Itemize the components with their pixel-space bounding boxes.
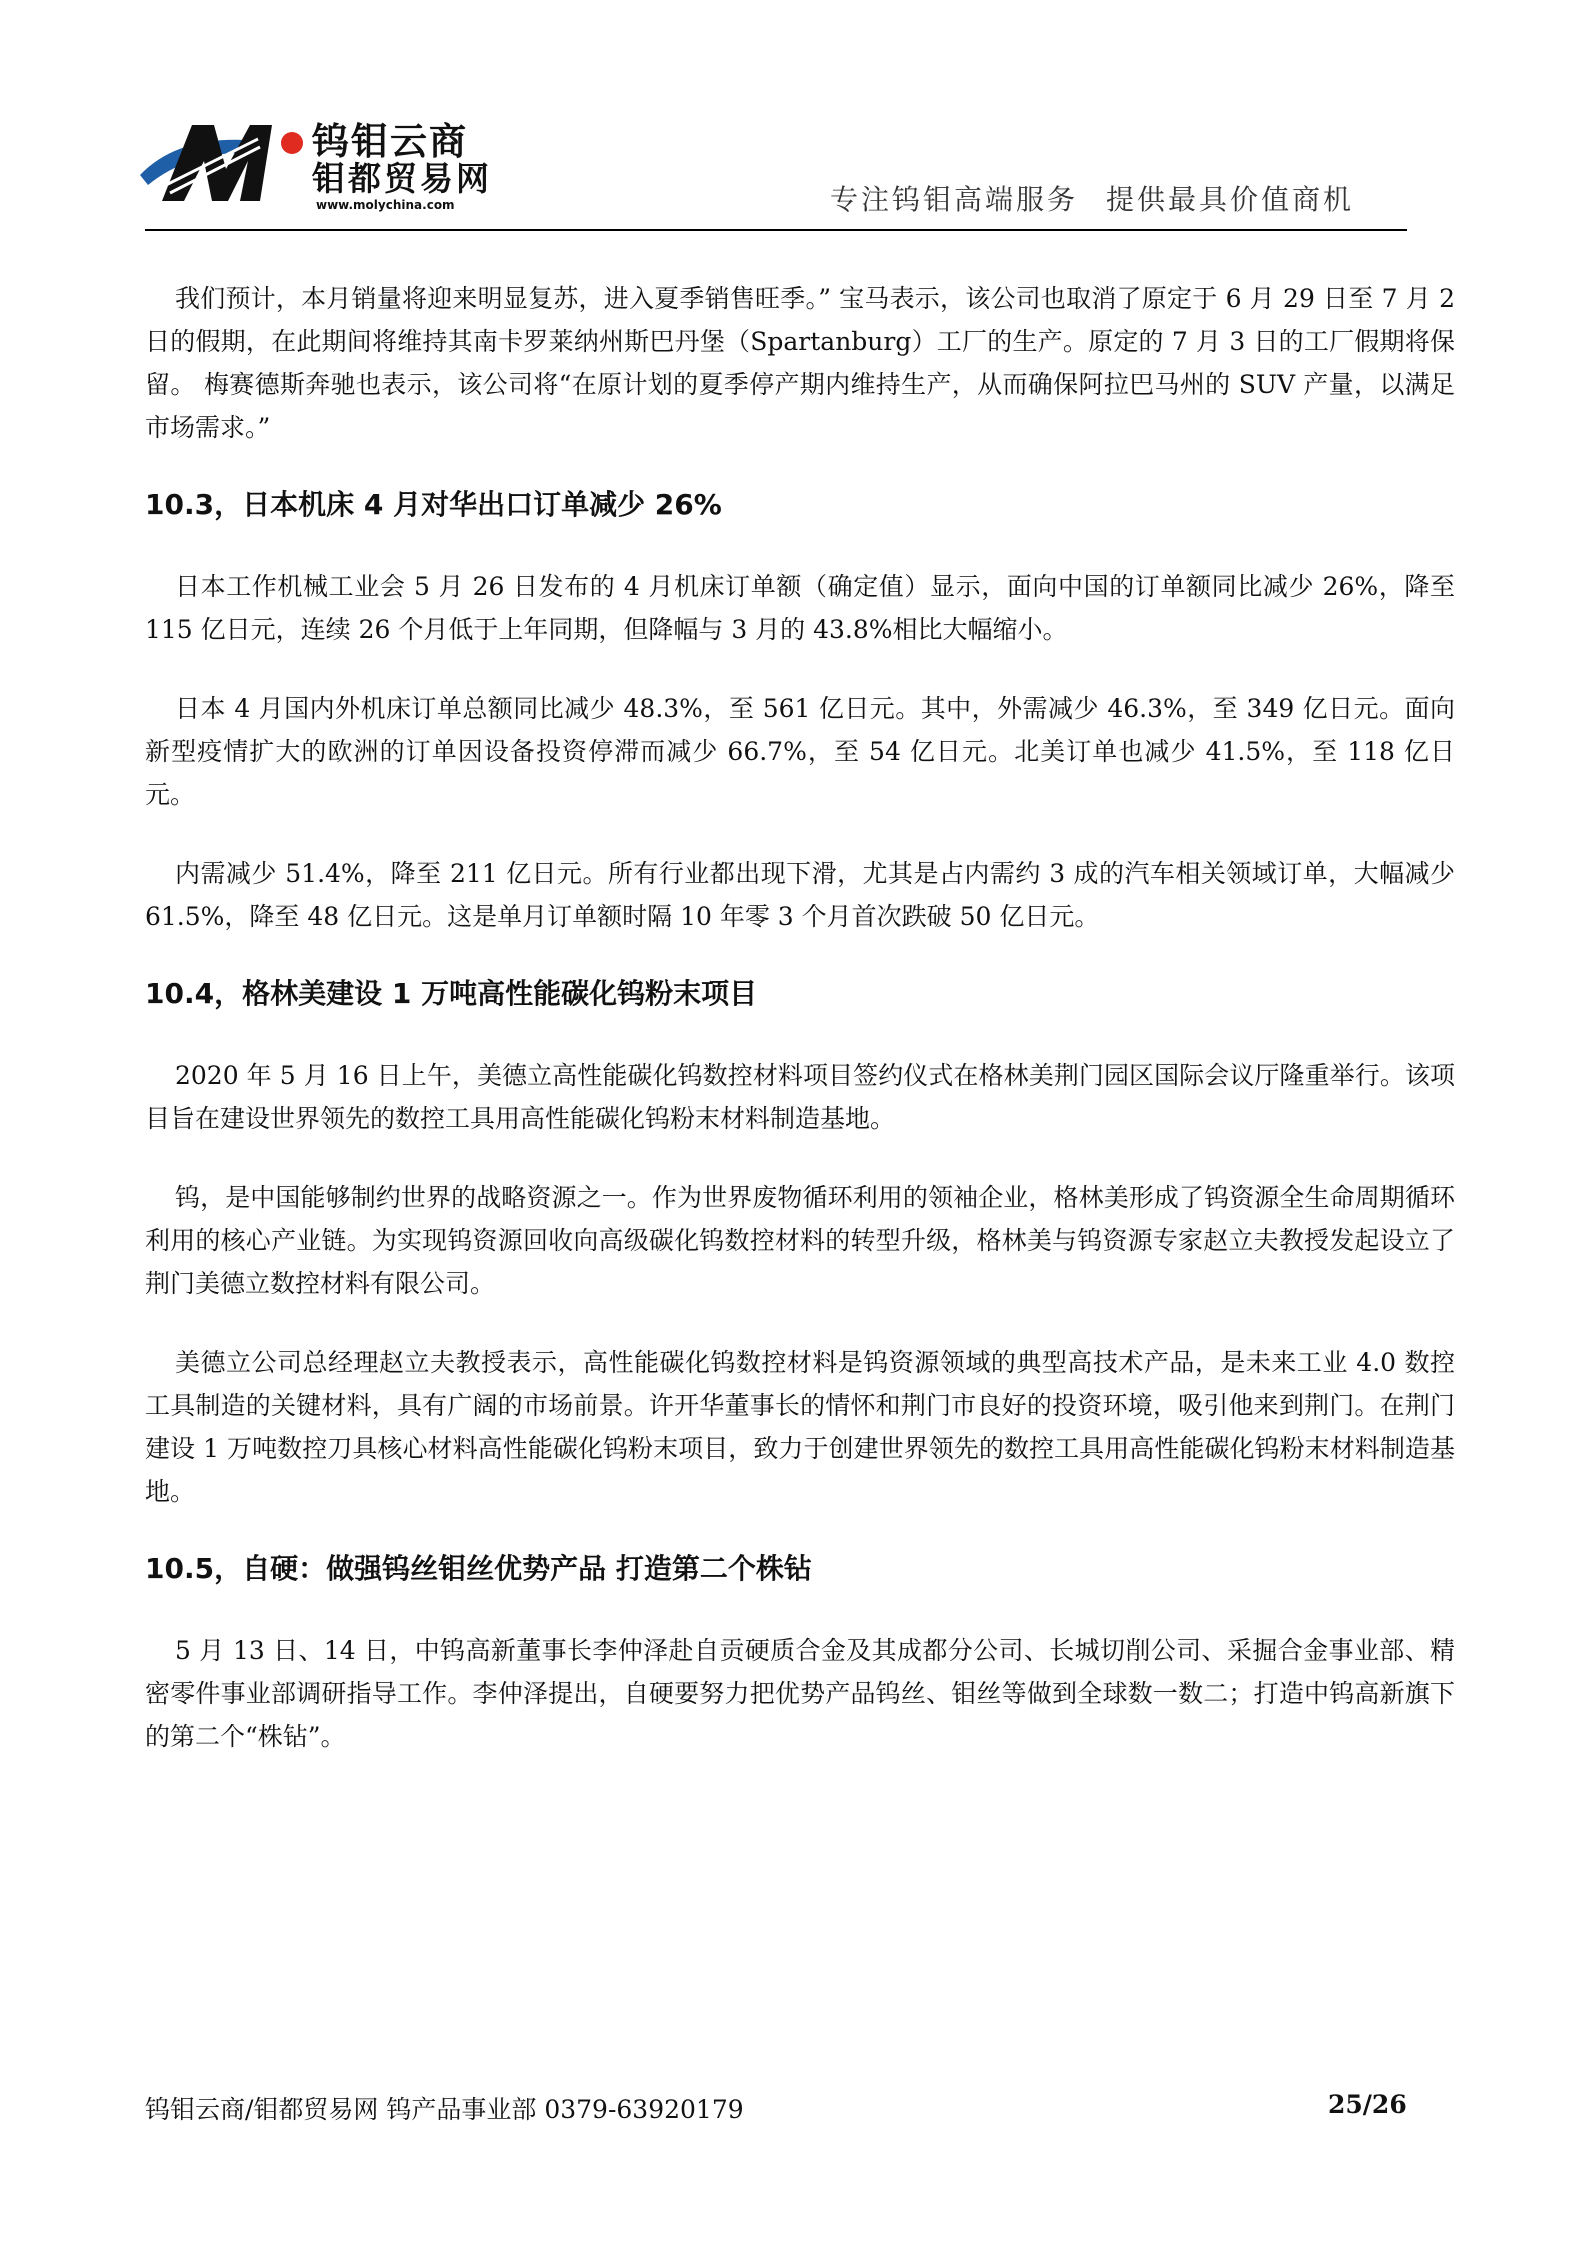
section-heading-10-3: 10.3，日本机床 4 月对华出口订单减少 26% bbox=[145, 488, 722, 521]
header-slogan bbox=[830, 178, 1354, 218]
company-logo bbox=[140, 105, 500, 215]
paragraph: 日本工作机械工业会 5 月 26 日发布的 4 月机床订单额（确定值）显示，面向中国的订单额同比减少 26%，降至 115 亿日元，连续 26 个月低于上年同期，但降幅与 3 月的 43.8%相比大幅缩小。 bbox=[145, 572, 1455, 644]
paragraph: 5 月 13 日、14 日，中钨高新董事长李仲泽赴自贡硬质合金及其成都分公司、长城切削公司、采掘合金事业部、精密零件事业部调研指导工作。李仲泽提出，自硬要努力把优势产品钨丝、钼丝等做到全球数一数二；打造中钨高新旗下的第二个“株钻”。 bbox=[145, 1636, 1455, 1751]
section-heading-10-5: 10.5，自硬：做强钨丝钼丝优势产品 打造第二个株钻 bbox=[145, 1552, 812, 1585]
logo-subname: 钼都贸易网 bbox=[312, 159, 492, 198]
section-heading-10-4: 10.4，格林美建设 1 万吨高性能碳化钨粉末项目 bbox=[145, 977, 758, 1010]
paragraph-intro: 我们预计，本月销量将迎来明显复苏，进入夏季销售旺季。” 宝马表示，该公司也取消了原定于 6 月 29 日至 7 月 2 日的假期，在此期间将维持其南卡罗莱纳州斯巴丹堡（Spartanburg）工厂的生产。原定的 7 月 3 日的工厂假期将保留。 梅赛德斯奔驰也表示，该公司将“在原计划的夏季停产期内维持生产，从而确保阿拉巴马州的 SUV 产量，以满足市场需求。” bbox=[145, 284, 1455, 442]
paragraph: 日本 4 月国内外机床订单总额同比减少 48.3%，至 561 亿日元。其中，外需减少 46.3%，至 349 亿日元。面向新型疫情扩大的欧洲的订单因设备投资停滞而减少 66.7%，至 54 亿日元。北美订单也减少 41.5%，至 118 亿日元。 bbox=[145, 694, 1455, 809]
article-body bbox=[145, 277, 1455, 1794]
page-number: 25/26 bbox=[1328, 2090, 1407, 2119]
logo-m-icon bbox=[140, 113, 315, 208]
paragraph: 内需减少 51.4%，降至 211 亿日元。所有行业都出现下滑，尤其是占内需约 3 成的汽车相关领域订单，大幅减少 61.5%，降至 48 亿日元。这是单月订单额时隔 10 年零 3 个月首次跌破 50 亿日元。 bbox=[145, 859, 1455, 931]
paragraph: 美德立公司总经理赵立夫教授表示，高性能碳化钨数控材料是钨资源领域的典型高技术产品，是未来工业 4.0 数控工具制造的关键材料，具有广阔的市场前景。许开华董事长的情怀和荆门市良好的投资环境，吸引他来到荆门。在荆门建设 1 万吨数控刀具核心材料高性能碳化钨粉末项目，致力于创建世界领先的数控工具用高性能碳化钨粉末材料制造基地。 bbox=[145, 1348, 1455, 1506]
paragraph: 2020 年 5 月 16 日上午，美德立高性能碳化钨数控材料项目签约仪式在格林美荆门园区国际会议厅隆重举行。该项目旨在建设世界领先的数控工具用高性能碳化钨粉末材料制造基地。 bbox=[145, 1061, 1455, 1133]
paragraph: 钨，是中国能够制约世界的战略资源之一。作为世界废物循环利用的领袖企业，格林美形成了钨资源全生命周期循环利用的核心产业链。为实现钨资源回收向高级碳化钨数控材料的转型升级，格林美与钨资源专家赵立夫教授发起设立了荆门美德立数控材料有限公司。 bbox=[145, 1183, 1455, 1298]
logo-name: 钨钼云商 bbox=[312, 120, 468, 163]
header-divider bbox=[145, 229, 1407, 231]
footer-contact: 钨钼云商/钼都贸易网 钨产品事业部 0379-63920179 bbox=[145, 2095, 744, 2124]
logo-url: www.molychina.com bbox=[316, 198, 455, 212]
slogan-part1: 专注钨钼高端服务 bbox=[830, 183, 1079, 216]
slogan-part2: 提供最具价值商机 bbox=[1106, 183, 1355, 216]
